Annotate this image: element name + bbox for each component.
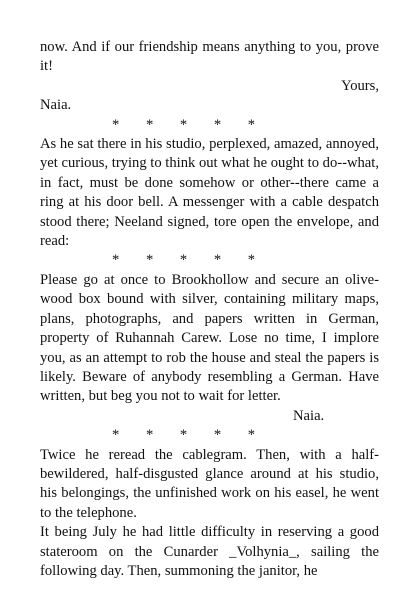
section-separator: * * * * * (112, 116, 256, 133)
paragraph-studio: As he sat there in his studio, perplexed, amazed, annoyed, yet curious, trying to think out what he ought to do--what, in fact, must be done somehow or other--there came a ring at his door bell. A messenger with a cable despatch stood there; Neeland signed, tore open the envelope, and read: (40, 136, 379, 250)
section-separator: * * * * * (112, 427, 256, 444)
document-page (40, 38, 379, 581)
paragraph-letter-end: now. And if our friendship means anything to you, prove it! (40, 39, 379, 75)
paragraph-stateroom: It being July he had little difficulty in reserving a good stateroom on the Cunarder _Volhynia_, sailing the following day. Then, summoning the janitor, he (40, 524, 379, 579)
paragraph-reread: Twice he reread the cablegram. Then, with a half-bewildered, half-disgusted glance around at his studio, his belongings, the unfinished work on his easel, he went to the telephone. (40, 446, 379, 521)
letter-signature: Naia. (40, 97, 72, 114)
section-separator: * * * * * (112, 252, 256, 269)
letter-closing: Yours, (341, 77, 379, 94)
paragraph-cablegram: Please go at once to Brookhollow and secure an olive-wood box bound with silver, containing military maps, plans, photographs, and papers written in German, property of Ruhannah Carew. Lose no time, I implore you, as an attempt to rob the house and steal the papers is likely. Beware of anybody resembling a German. Have written, but beg you not to wait for letter. (40, 271, 379, 405)
cablegram-signature: Naia. (293, 407, 325, 424)
